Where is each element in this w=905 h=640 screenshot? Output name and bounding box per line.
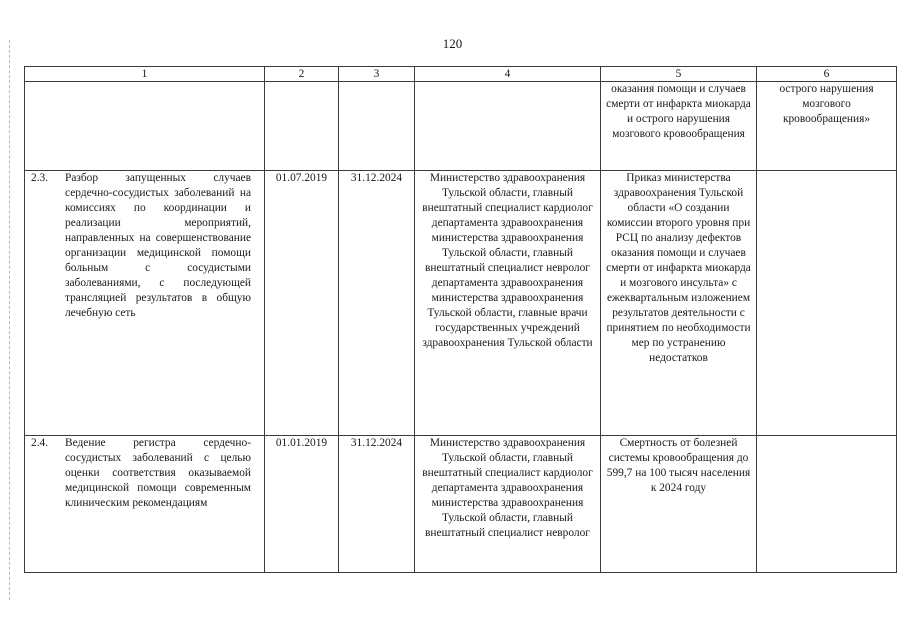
- column-header: 6: [757, 67, 897, 82]
- cell-result: Смертность от болезней системы кровообращения до 599,7 на 100 тысяч населения к 2024 году: [601, 436, 757, 573]
- measures-table: [24, 66, 897, 573]
- cell-start-date: 01.01.2019: [265, 436, 339, 573]
- cell-start-date: 01.07.2019: [265, 171, 339, 436]
- cell-start-date: [265, 82, 339, 171]
- column-header: 2: [265, 67, 339, 82]
- scan-edge-line: [9, 40, 10, 600]
- cell-end-date: 31.12.2024: [339, 171, 415, 436]
- column-header: 5: [601, 67, 757, 82]
- table-header-row: [25, 67, 897, 82]
- row-number: 2.4.: [31, 437, 49, 449]
- cell-event: [25, 171, 265, 436]
- cell-event: [25, 82, 265, 171]
- column-header: 3: [339, 67, 415, 82]
- cell-indicator: [757, 436, 897, 573]
- cell-indicator: острого нарушения мозгового кровообращения»: [757, 82, 897, 171]
- table-row: [25, 436, 897, 573]
- cell-responsible: Министерство здравоохранения Тульской области, главный внештатный специалист кардиолог департамента здравоохранения министерства здравоохранения Тульской области, главный внештатный специалист невролог: [415, 436, 601, 573]
- table-row: [25, 171, 897, 436]
- table-row-continued: [25, 82, 897, 171]
- event-text: Ведение регистра сердечно-сосудистых заболеваний с целью оценки соответствия оказываемой медицинской помощи современным клиническим рекомендациям: [65, 437, 251, 509]
- page-number: 120: [442, 36, 463, 51]
- column-header: 1: [25, 67, 265, 82]
- cell-result: оказания помощи и случаев смерти от инфаркта миокарда и острого нарушения мозгового кровообращения: [601, 82, 757, 171]
- cell-end-date: 31.12.2024: [339, 436, 415, 573]
- cell-event: [25, 436, 265, 573]
- cell-responsible: Министерство здравоохранения Тульской области, главный внештатный специалист кардиолог департамента здравоохранения министерства здравоохранения Тульской области, главный внештатный специалист невролог департамента здравоохранения министерства здравоохранения Тульской области, главные врачи государственных учреждений здравоохранения Тульской области: [415, 171, 601, 436]
- event-text: Разбор запущенных случаев сердечно-сосудистых заболеваний на комиссиях по координации и реализации мероприятий, направленных на совершенствование организации медицинской помощи больным с сосудистыми заболеваниями, с последующей трансляцией результатов в общую лечебную сеть: [65, 172, 251, 319]
- cell-end-date: [339, 82, 415, 171]
- cell-result: Приказ министерства здравоохранения Тульской области «О создании комиссии второго уровня при РСЦ по анализу дефектов оказания помощи и случаев смерти от инфаркта миокарда и мозгового инсульта» с ежеквартальным изложением результатов деятельности с принятием по необходимости мер по устранению недостатков: [601, 171, 757, 436]
- cell-responsible: [415, 82, 601, 171]
- column-header: 4: [415, 67, 601, 82]
- cell-indicator: [757, 171, 897, 436]
- row-number: 2.3.: [31, 172, 49, 184]
